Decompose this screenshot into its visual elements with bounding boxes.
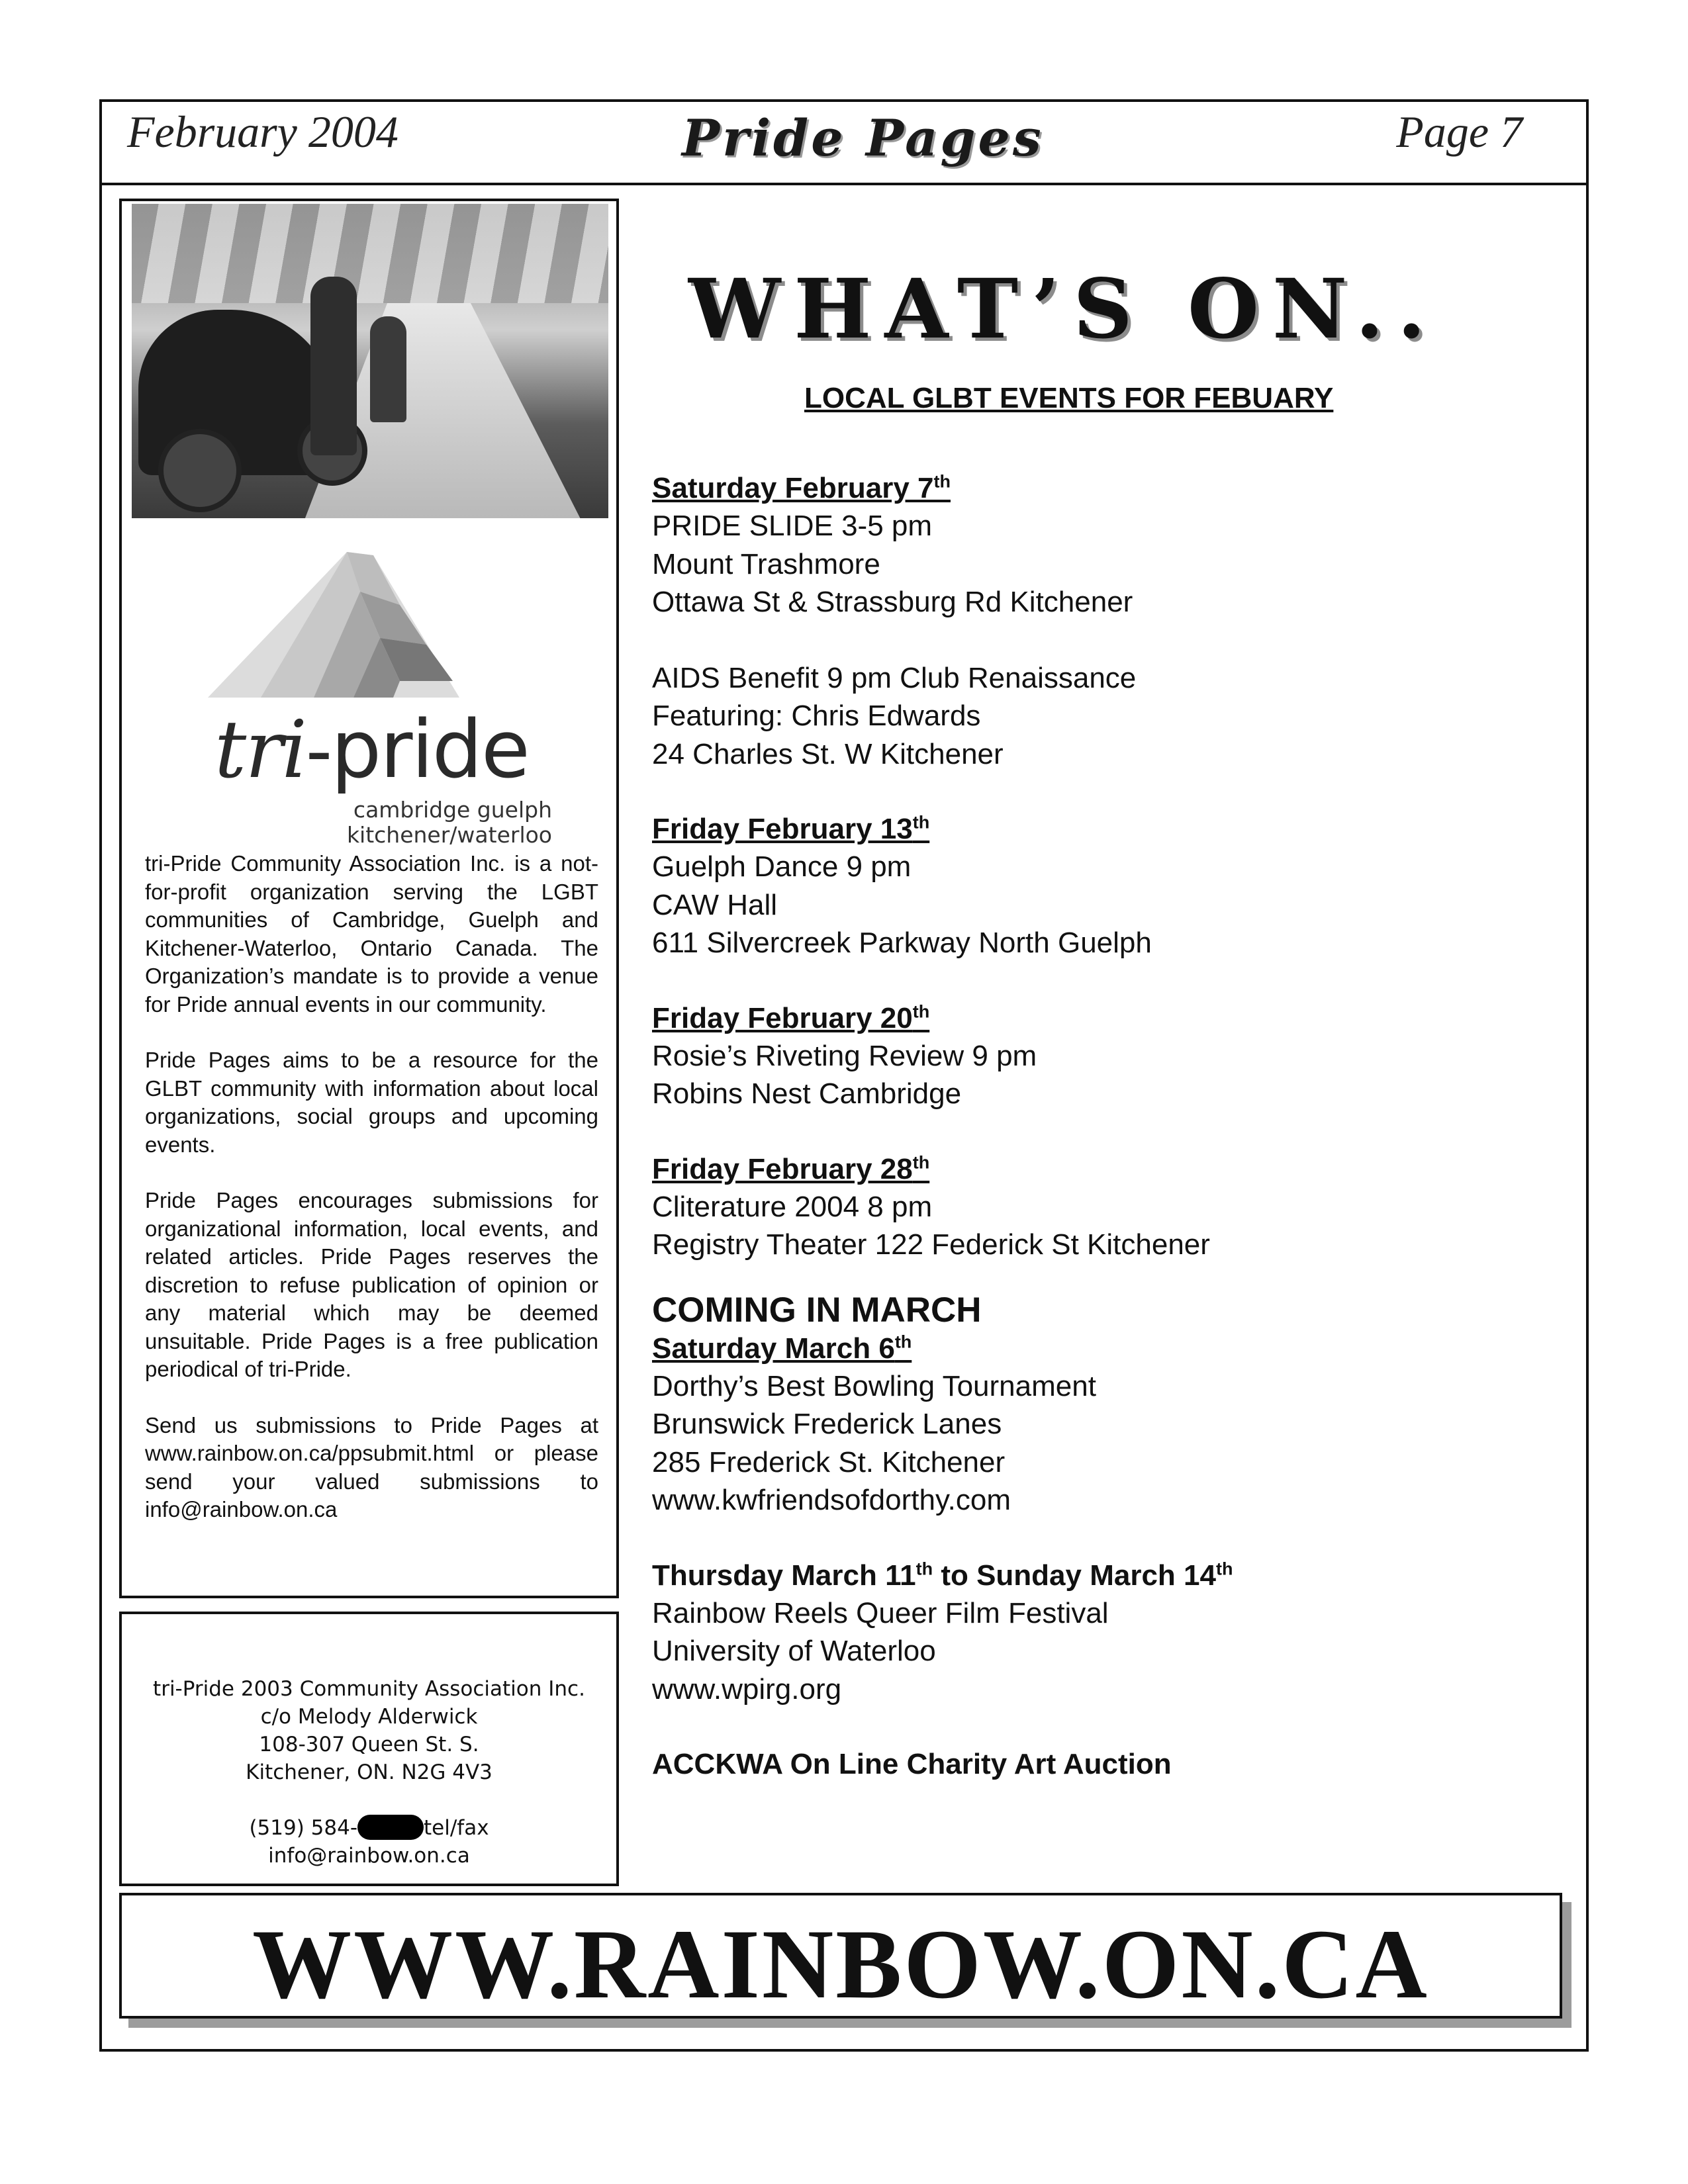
photo-streamers <box>132 204 608 303</box>
event-item <box>652 1151 1552 1264</box>
event-line: Rainbow Reels Queer Film Festival <box>652 1596 1109 1629</box>
events-subtitle: LOCAL GLBT EVENTS FOR FEBUARY <box>804 382 1334 414</box>
issue-date: February 2004 <box>127 107 399 157</box>
event-date: Saturday March 6th <box>652 1331 912 1365</box>
address-street: 108-307 Queen St. S. <box>259 1733 479 1756</box>
event-title: ACCKWA On Line Charity Art Auction <box>652 1748 1172 1780</box>
address-org: tri-Pride 2003 Community Association Inc. <box>153 1677 585 1701</box>
event-date: Thursday March 11th to Sunday March 14th <box>652 1558 1233 1592</box>
photo-person <box>310 277 357 455</box>
event-item <box>652 1000 1552 1113</box>
about-text <box>145 850 598 1524</box>
event-line: Featuring: Chris Edwards <box>652 700 981 732</box>
event-line: AIDS Benefit 9 pm Club Renaissance <box>652 661 1137 694</box>
event-line: Ottawa St & Strassburg Rd Kitchener <box>652 586 1133 618</box>
logo-wordmark: tri-pride <box>214 704 529 796</box>
event-line: Registry Theater 122 Federick St Kitchener <box>652 1228 1210 1261</box>
event-line: Dorthy’s Best Bowling Tournament <box>652 1369 1096 1402</box>
event-item <box>652 659 1552 774</box>
event-line: Mount Trashmore <box>652 547 880 580</box>
event-line: PRIDE SLIDE 3-5 pm <box>652 510 933 542</box>
address-attn: c/o Melody Alderwick <box>260 1705 478 1729</box>
event-item <box>652 1746 1552 1783</box>
event-date: Friday February 28th <box>652 1152 930 1185</box>
event-date: Saturday February 7th <box>652 471 951 504</box>
event-line: 24 Charles St. W Kitchener <box>652 737 1004 770</box>
photo-person <box>370 316 406 422</box>
address-city: Kitchener, ON. N2G 4V3 <box>246 1760 492 1784</box>
event-line: University of Waterloo <box>652 1635 936 1667</box>
event-line: Brunswick Frederick Lanes <box>652 1408 1002 1440</box>
address-email: info@rainbow.on.ca <box>268 1844 470 1868</box>
contact-address-box <box>119 1612 619 1886</box>
about-paragraph: tri-Pride Community Association Inc. is a not-for-profit organization serving the LGBT communities of Cambridge, Guelph and Kitchener-Waterloo, Ontario Canada. The Organization’s mandate is to provide a venue for Pride annual events in our community. <box>145 851 598 1017</box>
event-line: 611 Silvercreek Parkway North Guelph <box>652 927 1152 959</box>
photo-car-wheel <box>158 429 242 512</box>
event-item <box>652 1557 1552 1709</box>
event-item <box>652 811 1552 962</box>
event-line: Robins Nest Cambridge <box>652 1077 962 1110</box>
website-url[interactable]: WWW.RAINBOW.ON.CA <box>252 1909 1429 2019</box>
address-phone: (519) 584- tel/fax <box>249 1816 489 1840</box>
about-paragraph: Send us submissions to Pride Pages at www.rainbow.on.ca/ppsubmit.html or please send your valued submissions to info@rainbow.on.ca <box>145 1412 598 1522</box>
about-panel <box>119 199 619 1598</box>
event-line: CAW Hall <box>652 888 778 921</box>
event-link[interactable]: www.wpirg.org <box>652 1672 842 1706</box>
about-paragraph: Pride Pages encourages submissions for organizational information, local events, and related articles. Pride Pages reserves the discretion to refuse publication of opinion or any material which may be deemed unsuitable. Pride Pages is a free publication periodical of tri-Pride. <box>145 1188 598 1381</box>
page-header <box>99 99 1589 185</box>
event-item <box>652 470 1552 621</box>
about-paragraph: Pride Pages aims to be a resource for the GLBT community with information about local organizations, social groups and upcoming events. <box>145 1048 598 1157</box>
logo-cities-line-2: kitchener/waterloo <box>346 822 552 848</box>
rainbow-flag-icon <box>181 539 552 711</box>
coming-in-march-heading: COMING IN MARCH <box>652 1290 982 1330</box>
event-line: Rosie’s Riveting Review 9 pm <box>652 1039 1037 1072</box>
event-line: 285 Frederick St. Kitchener <box>652 1445 1006 1479</box>
publication-title: Pride Pages <box>682 109 1044 167</box>
pride-parade-photo <box>132 204 608 518</box>
event-line: Guelph Dance 9 pm <box>652 850 912 883</box>
event-date: Friday February 13th <box>652 812 930 845</box>
website-banner <box>119 1893 1562 2019</box>
event-link[interactable]: www.kwfriendsofdorthy.com <box>652 1484 1011 1516</box>
logo-cities-line-1: cambridge guelph <box>353 797 552 823</box>
redaction-mark <box>357 1815 424 1840</box>
event-line: Cliterature 2004 8 pm <box>652 1190 933 1223</box>
event-date: Friday February 20th <box>652 1001 930 1034</box>
tri-pride-logo <box>181 539 552 848</box>
events-list <box>652 470 1552 1783</box>
page-number: Page 7 <box>1396 107 1523 157</box>
event-item <box>652 1330 1552 1520</box>
whats-on-heading: WHAT’S ON.. <box>688 261 1439 357</box>
